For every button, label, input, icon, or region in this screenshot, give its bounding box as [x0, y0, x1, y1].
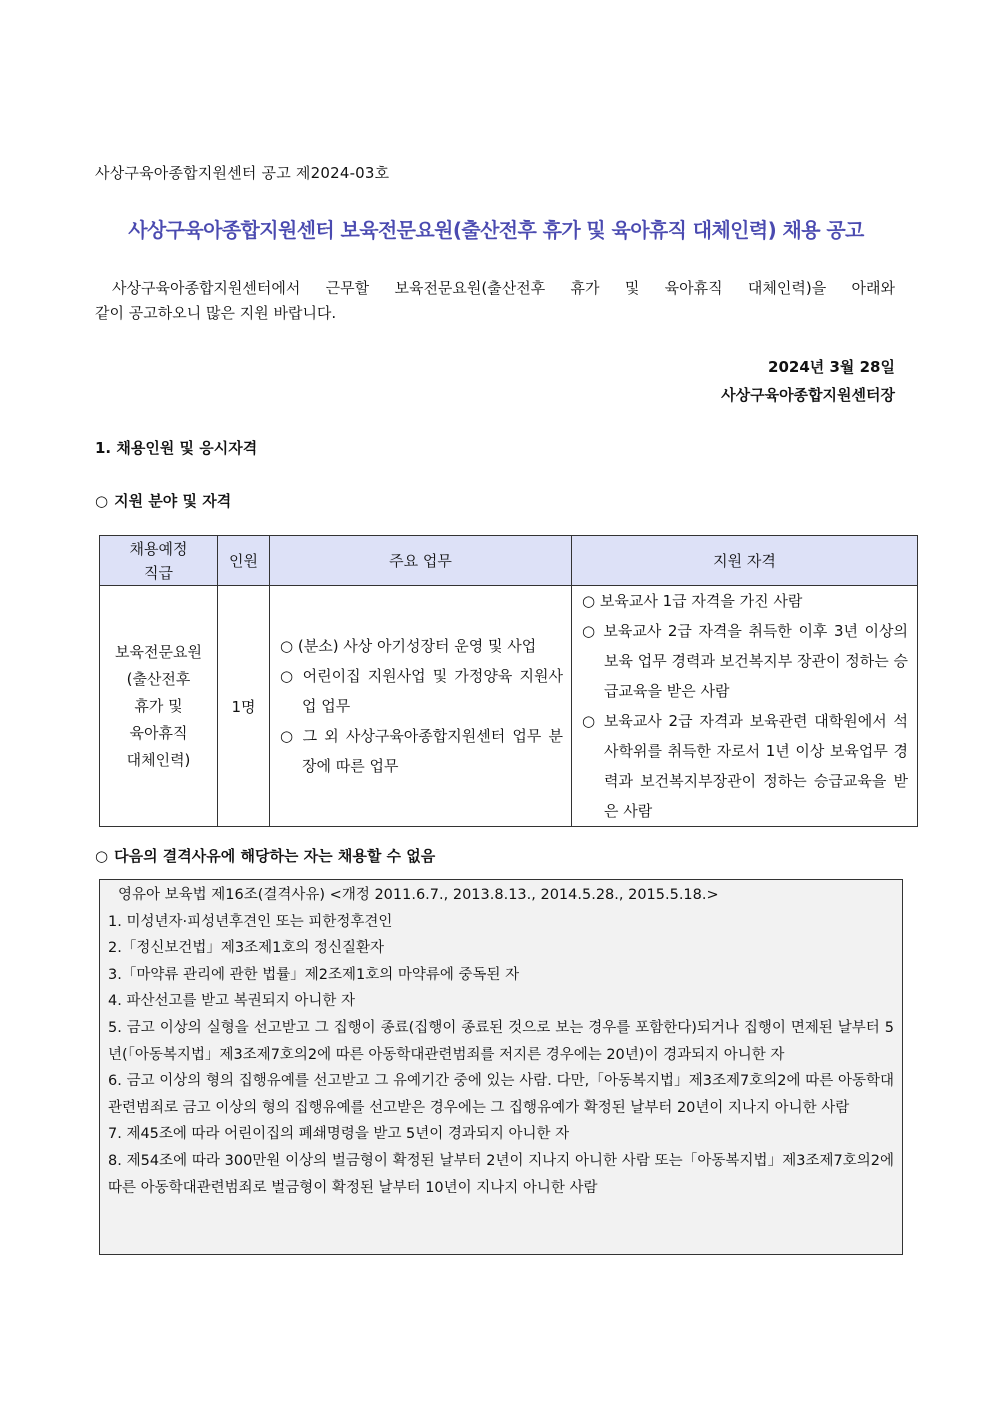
sub-heading-text: 다음의 결격사유에 해당하는 자는 채용할 수 없음	[114, 847, 436, 865]
qualification-item: ○ 보육교사 1급 자격을 가진 사람	[582, 592, 803, 610]
sub-heading-text: 지원 분야 및 자격	[114, 492, 232, 510]
intro-paragraph	[95, 276, 895, 326]
position-line: (출산전후	[126, 669, 191, 688]
disqualification-item: 1. 미성년자·피성년후견인 또는 피한정후견인	[108, 913, 393, 930]
disqualification-item: 3.「마약류 관리에 관한 법률」제2조제1호의 마약류에 중독된 자	[108, 966, 520, 983]
circle-bullet-icon: ○	[95, 847, 109, 865]
sub-heading-disqualification	[95, 845, 435, 866]
jobs-table	[99, 535, 918, 827]
law-title: 영유아 보육법 제16조(결격사유) <개정 2011.6.7., 2013.8.13., 2014.5.28., 2015.5.18.>	[118, 887, 719, 903]
duty-list	[270, 631, 571, 781]
notice-number: 사상구육아종합지원센터 공고 제2024-03호	[95, 164, 390, 182]
disqualification-item: 6. 금고 이상의 형의 집행유예를 선고받고 그 유예기간 중에 있는 사람. 다만,「아동복지법」제3조제7호의2에 따른 아동학대관련범죄로 금고 이상의 형의 집행유예를 선고받은 경우에는 그 집행유예가 확정된 날부터 20년이 지나지 아니한 사람	[108, 1073, 894, 1116]
position-line: 대체인력)	[126, 750, 191, 769]
header-position-line-1: 채용예정	[129, 539, 188, 558]
disqualification-item: 5. 금고 이상의 실형을 선고받고 그 집행이 종료(집행이 종료된 것으로 보는 경우를 포함한다)되거나 집행이 면제된 날부터 5년(「아동복지법」제3조제7호의2에 따른 아동학대관련범죄를 저지른 경우에는 20년)이 경과되지 아니한 자	[108, 1019, 894, 1063]
table-header-row	[100, 536, 918, 586]
duty-item: ○ 어린이집 지원사업 및 가정양육 지원사업 업무	[280, 667, 563, 715]
disqualification-item: 8. 제54조에 따라 300만원 이상의 벌금형이 확정된 날부터 2년이 지나지 아니한 사람 또는「아동복지법」제3조제7호의2에 따른 아동학대관련범죄로 벌금형이 확정된 날부터 10년이 지나지 아니한 사람	[108, 1152, 894, 1196]
header-duties: 주요 업무	[270, 536, 572, 586]
header-qualifications: 지원 자격	[572, 536, 918, 586]
intro-line-2: 같이 공고하오니 많은 지원 바랍니다.	[95, 304, 337, 322]
disqualification-item: 4. 파산선고를 받고 복권되지 아니한 자	[108, 993, 355, 1010]
signer-name: 사상구육아종합지원센터장	[721, 386, 895, 404]
cell-qualifications	[572, 586, 918, 827]
duty-item: ○ 그 외 사상구육아종합지원센터 업무 분장에 따른 업무	[280, 727, 563, 775]
header-position	[100, 536, 218, 586]
disqualification-box	[99, 879, 903, 1255]
header-position-line-2: 직급	[144, 563, 173, 582]
position-line: 육아휴직	[129, 723, 188, 742]
page-title: 사상구육아종합지원센터 보육전문요원(출산전후 휴가 및 육아휴직 대체인력) 채용 공고	[128, 218, 864, 242]
notice-date: 2024년 3월 28일	[768, 358, 895, 376]
header-count: 인원	[218, 536, 270, 586]
cell-count: 1명	[218, 586, 270, 827]
circle-bullet-icon: ○	[95, 492, 109, 510]
qualification-item: ○ 보육교사 2급 자격을 취득한 이후 3년 이상의 보육 업무 경력과 보건복지부 장관이 정하는 승급교육을 받은 사람	[582, 622, 908, 700]
sub-heading-qualifications	[95, 490, 231, 511]
cell-duties	[270, 586, 572, 827]
intro-line-1: 사상구육아종합지원센터에서 근무할 보육전문요원(출산전후 휴가 및 육아휴직 대체인력)을 아래와	[112, 279, 895, 297]
qualification-item: ○ 보육교사 2급 자격과 보육관련 대학원에서 석사학위를 취득한 자로서 1년 이상 보육업무 경력과 보건복지부장관이 정하는 승급교육을 받은 사람	[582, 712, 908, 820]
disqualification-item: 2.「정신보건법」제3조제1호의 정신질환자	[108, 940, 384, 957]
qualification-list	[572, 586, 917, 826]
position-line: 보육전문요원	[115, 642, 202, 661]
table-row	[100, 586, 918, 827]
position-line: 휴가 및	[134, 696, 183, 715]
section-heading: 1. 채용인원 및 응시자격	[95, 439, 258, 457]
duty-item: ○ (분소) 사상 아기성장터 운영 및 사업	[280, 637, 537, 655]
disqualification-item: 7. 제45조에 따라 어린이집의 폐쇄명령을 받고 5년이 경과되지 아니한 자	[108, 1126, 570, 1143]
cell-position	[100, 586, 218, 827]
